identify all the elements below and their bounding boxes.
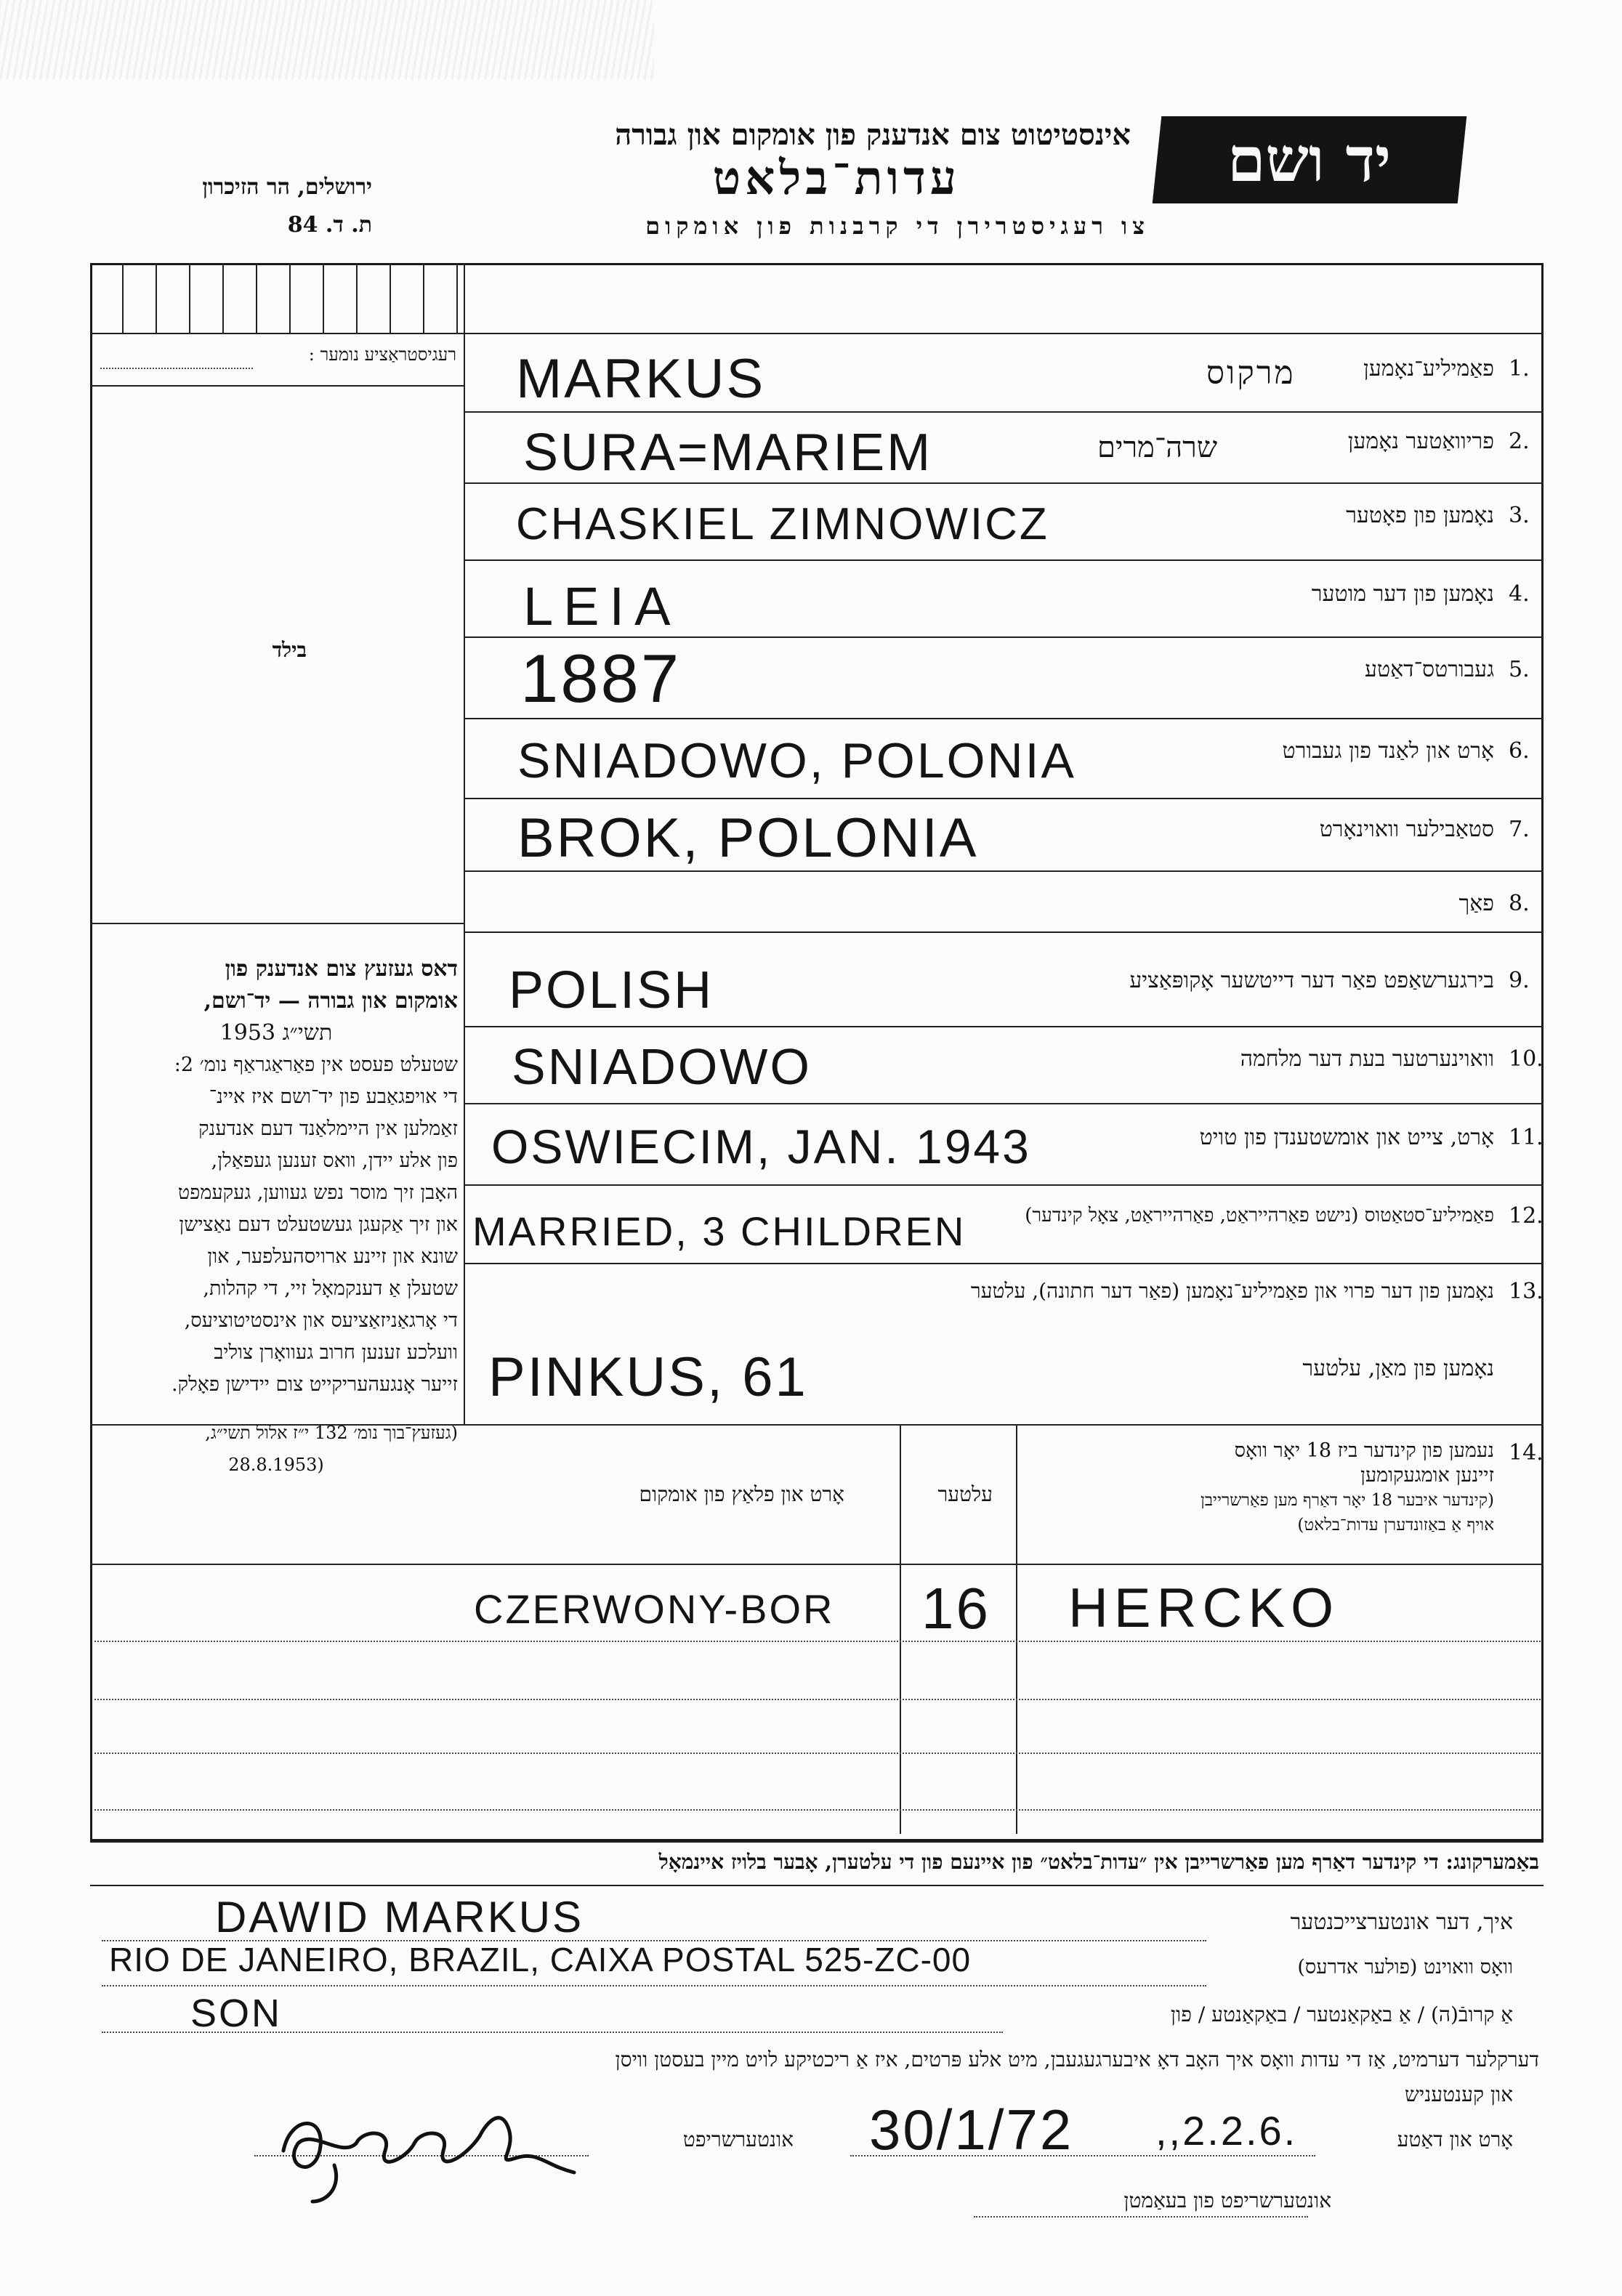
field-value-death-details[interactable]: OSWIECIM, JAN. 1943 [491,1120,1031,1173]
registration-number-boxes[interactable] [90,263,464,333]
law-line: און זיך אַקעגן געשטעלט דעם נאַצישן [179,1213,458,1236]
children-label-line: זיינען אומגעקומען [1360,1464,1494,1487]
place-date-extra-scribble: ,,2.2.6. [1155,2108,1298,2154]
declarant-address[interactable]: RIO DE JANEIRO, BRAZIL, CAIXA POSTAL 525-ZC-00 [109,1941,972,1978]
yad-vashem-logo [1153,116,1467,203]
signature-label: אונטערשריפט [682,2127,794,2151]
law-line: שטעלט פעסט אין פאַראַגראַף נומ׳ 2: [174,1054,458,1076]
field-value-father-name[interactable]: CHASKIEL ZIMNOWICZ [516,499,1049,549]
remark-line: באַמערקונג: די קינדער דאַרף מען פאַרשרייבן אין ״עדות־בלאט״ פון איינעם פון די עלטערן, אָבער בלויז איינמאָל [658,1850,1539,1874]
field-number: 9. [1509,968,1530,993]
children-label [1201,1439,1494,1537]
field-label-profession: פאַך [1458,891,1494,916]
field-label-residence: סטאַבילער וואוינאָרט [1319,817,1494,842]
field-label-spouse-wife: נאָמען פון דער פרוי און פאַמיליע־נאָמען (פאַר דער חתונה), עלטער [970,1279,1494,1303]
field-value-spouse-husband[interactable]: PINKUS, 61 [488,1346,808,1408]
field-value-wartime-residence[interactable]: SNIADOWO [512,1038,812,1095]
field-number: 4. [1509,581,1530,607]
field-value-citizenship[interactable]: POLISH [509,961,714,1019]
po-box: ת. ד. 84 [287,212,372,238]
declarant-relation[interactable]: SON [190,1992,283,2035]
field-value-first-name[interactable]: SURA=MARIEM [523,424,933,482]
field-label-first-name: פריוואַטער נאָמען [1347,429,1494,454]
law-line: דאס געזעץ צום אנדענק פון [225,956,458,982]
field-number: 7. [1509,817,1530,842]
law-line: אומקום און גבורה — יד־ושם, [203,988,458,1014]
place-date-value[interactable]: 30/1/72 [869,2098,1074,2162]
registration-number-label: רעגיסטראַציע נומער : [308,344,456,365]
law-line: האָבן זיך מוסר נפש געווען, געקעמפט [177,1181,458,1204]
institute-name: אינסטיטוט צום אנדענק פון אומקום און גבורה [615,118,1131,152]
law-line: שונא און זיינע ארויסהעלפער, און [207,1245,458,1268]
signature-scribble [269,2085,589,2209]
child-place[interactable]: CZERWONY-BOR [474,1586,835,1632]
city-address: ירושלים, הר הזיכרון [202,174,372,200]
field-number: 11. [1509,1125,1544,1150]
field-value-mother-name[interactable]: LEIA [523,576,681,636]
children-col-age: עלטער [937,1482,993,1506]
field-number: 1. [1509,356,1530,381]
law-line: וועלכע זענען חרוב געוואָרן צוליב [214,1341,458,1364]
children-col-place: אָרט און פלאַץ פון אומקום [639,1482,844,1506]
field-label-father-name: נאָמען פון פאָטער [1346,503,1494,528]
child-age[interactable]: 16 [921,1576,990,1641]
child-name[interactable]: HERCKO [1068,1577,1340,1639]
field-number: 3. [1509,503,1530,528]
declarant-name[interactable]: DAWID MARKUS [215,1893,584,1941]
scan-speckle [0,0,654,80]
children-label-line: אויף אַ באַזונדערן עדות־בלאט) [1297,1516,1494,1535]
field-number: 13. [1509,1279,1544,1304]
field-number: 6. [1509,738,1530,764]
field-number: 2. [1509,429,1530,454]
declaration-text: דערקלער דערמיט, אַז די עדות וואָס איך האָב דאָ איבערגעגעבן, מיט אלע פּרטים, איז אַ ריכטיקע לויט מיין בעסטן וויסן [615,2048,1539,2071]
photo-label: בילד [272,638,307,662]
hebrew-note-family-name: מרקוס [1206,355,1296,392]
law-line: שטעלן אַ דענקמאָל זיי, די קהלות, [203,1277,458,1300]
declaration-text-end: און קענטעניש [1405,2082,1513,2106]
declarant-relation-label: אַ קרובֿ(ה) / אַ באַקאַנטער / באַקאַנטע / פון [1170,2002,1513,2026]
field-number: 8. [1509,891,1530,916]
memorial-law-text [94,953,458,1481]
field-label-death-details: אָרט, צייט און אומשטענדן פון טויט [1199,1125,1494,1150]
field-value-residence[interactable]: BROK, POLONIA [517,807,979,869]
form-title: עדות־בלאט [712,151,961,206]
field-label-family-name: פאַמיליע־נאָמען [1363,356,1494,381]
field-label-family-status: פאַמיליע־סטאַטוס (נישט פאַרהייראַט, פאַרהייראַט, צאָל קינדער) [1025,1205,1494,1226]
field-label-mother-name: נאָמען פון דער מוטער [1311,581,1494,607]
field-number: 12. [1509,1203,1544,1229]
field-label-birthplace: אָרט און לאַנד פון געבורט [1282,738,1494,764]
field-label-birth-date: געבורטס־דאַטע [1365,657,1494,682]
law-line: זייער אָנגעהעריקייט צום יידישן פאָלק. [172,1373,458,1396]
declarant-name-label: איך, דער אונטערצייכנטער [1290,1909,1513,1935]
field-label-citizenship: בירגערשאַפט פאַר דער דייטשער אָקופּאַציע [1129,968,1494,993]
law-line: די אָרגאַניזאַציעס און אינסטיטוציעס, [184,1309,458,1332]
field-value-birthplace[interactable]: SNIADOWO, POLONIA [517,733,1076,788]
hebrew-note-first-name: שרה־מרים [1097,431,1218,464]
law-line: פון אלע יידן, וואס זענען געפאַלן, [211,1149,458,1172]
law-line: (געזעץ־בוך נומ׳ 132 י״ז אלול תשי״ג, [205,1423,458,1443]
law-line: (28.8.1953 [228,1455,324,1475]
field-number: 5. [1509,657,1530,682]
field-value-birth-date[interactable]: 1887 [520,640,682,716]
declarant-address-label: וואָס וואוינט (פולער אדרעס) [1297,1956,1513,1978]
field-label-spouse-husband: נאָמען פון מאַן, עלטער [1302,1356,1494,1381]
form-subtitle: צו רעגיסטרירן די קרבנות פון אומקום [645,212,1150,240]
law-line: די אויפגאַבע פון יד־ושם איז איינ־ [209,1086,458,1108]
children-label-line: (קינדער איבער 18 יאָר דאַרף מען פאַרשרייבן [1200,1491,1494,1510]
field-value-family-status[interactable]: MARRIED, 3 CHILDREN [472,1208,967,1254]
logo-text: יד ושם [1227,124,1392,195]
field-number: 14. [1509,1440,1544,1466]
field-value-family-name[interactable]: MARKUS [516,348,766,410]
children-label-line: נעמען פון קינדער ביז 18 יאָר וואָס [1234,1439,1494,1462]
official-signature-label: אונטערשריפט פון בעאַמטן [1123,2188,1331,2212]
place-date-label: אָרט און דאַטע [1397,2127,1513,2151]
law-line: זאַמלען אין היימלאַנד דעם אנדענק [198,1117,458,1140]
field-label-wartime-residence: וואוינערטער בעת דער מלחמה [1240,1046,1494,1072]
field-number: 10. [1509,1046,1544,1072]
law-line: תשי״ג 1953 [219,1020,333,1046]
